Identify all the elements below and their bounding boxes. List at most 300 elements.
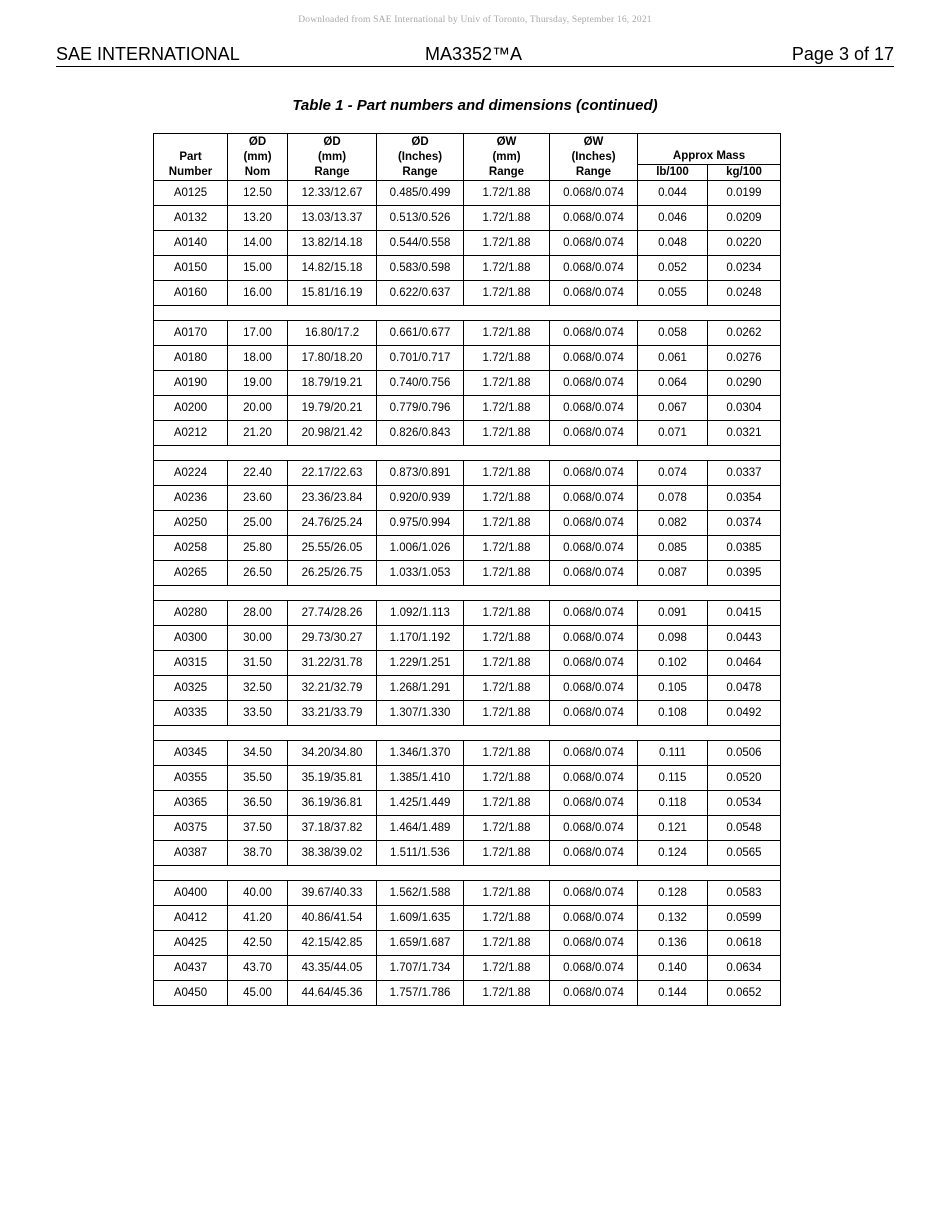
table-row xyxy=(154,601,781,626)
od-inch-range: 1.092/1.113 xyxy=(377,601,464,626)
part-number: A0365 xyxy=(154,791,228,816)
table-row xyxy=(154,421,781,446)
table-row xyxy=(154,766,781,791)
mass-lb-per-100: 0.105 xyxy=(638,676,708,701)
header-w-in-top: ØW (Inches) xyxy=(550,134,638,165)
mass-lb-per-100: 0.052 xyxy=(638,256,708,281)
document-number: MA3352™A xyxy=(425,44,523,64)
w-inch-range: 0.068/0.074 xyxy=(550,346,638,371)
mass-kg-per-100: 0.0304 xyxy=(708,396,781,421)
od-inch-range: 1.006/1.026 xyxy=(377,536,464,561)
w-inch-range: 0.068/0.074 xyxy=(550,421,638,446)
table-row xyxy=(154,346,781,371)
mass-kg-per-100: 0.0583 xyxy=(708,881,781,906)
table-row xyxy=(154,206,781,231)
mass-kg-per-100: 0.0534 xyxy=(708,791,781,816)
mass-lb-per-100: 0.071 xyxy=(638,421,708,446)
table-row xyxy=(154,956,781,981)
mass-kg-per-100: 0.0548 xyxy=(708,816,781,841)
mass-kg-per-100: 0.0395 xyxy=(708,561,781,586)
mass-lb-per-100: 0.048 xyxy=(638,231,708,256)
od-nominal: 17.00 xyxy=(228,321,288,346)
od-inch-range: 1.170/1.192 xyxy=(377,626,464,651)
od-inch-range: 1.464/1.489 xyxy=(377,816,464,841)
od-mm-range: 37.18/37.82 xyxy=(288,816,377,841)
group-separator-cell xyxy=(154,446,781,461)
w-mm-range: 1.72/1.88 xyxy=(464,741,550,766)
part-number: A0258 xyxy=(154,536,228,561)
table-row xyxy=(154,881,781,906)
od-mm-range: 42.15/42.85 xyxy=(288,931,377,956)
mass-kg-per-100: 0.0374 xyxy=(708,511,781,536)
table-row xyxy=(154,486,781,511)
table-caption: Table 1 - Part numbers and dimensions (continued) xyxy=(292,97,658,114)
header-w-in-bottom: Range xyxy=(550,165,638,181)
od-inch-range: 0.920/0.939 xyxy=(377,486,464,511)
part-number: A0170 xyxy=(154,321,228,346)
od-inch-range: 0.701/0.717 xyxy=(377,346,464,371)
od-mm-range: 39.67/40.33 xyxy=(288,881,377,906)
table-row xyxy=(154,536,781,561)
w-inch-range: 0.068/0.074 xyxy=(550,816,638,841)
od-nominal: 35.50 xyxy=(228,766,288,791)
mass-lb-per-100: 0.091 xyxy=(638,601,708,626)
mass-kg-per-100: 0.0634 xyxy=(708,956,781,981)
w-inch-range: 0.068/0.074 xyxy=(550,601,638,626)
group-separator-cell xyxy=(154,726,781,741)
part-number: A0125 xyxy=(154,181,228,206)
od-nominal: 25.00 xyxy=(228,511,288,536)
w-mm-range: 1.72/1.88 xyxy=(464,206,550,231)
od-nominal: 28.00 xyxy=(228,601,288,626)
mass-lb-per-100: 0.121 xyxy=(638,816,708,841)
od-inch-range: 0.485/0.499 xyxy=(377,181,464,206)
part-number: A0200 xyxy=(154,396,228,421)
od-mm-range: 36.19/36.81 xyxy=(288,791,377,816)
mass-lb-per-100: 0.124 xyxy=(638,841,708,866)
table-row xyxy=(154,931,781,956)
w-inch-range: 0.068/0.074 xyxy=(550,536,638,561)
w-mm-range: 1.72/1.88 xyxy=(464,931,550,956)
od-mm-range: 27.74/28.26 xyxy=(288,601,377,626)
part-number: A0387 xyxy=(154,841,228,866)
table-row xyxy=(154,651,781,676)
mass-lb-per-100: 0.067 xyxy=(638,396,708,421)
w-mm-range: 1.72/1.88 xyxy=(464,396,550,421)
od-mm-range: 35.19/35.81 xyxy=(288,766,377,791)
mass-kg-per-100: 0.0321 xyxy=(708,421,781,446)
w-mm-range: 1.72/1.88 xyxy=(464,421,550,446)
part-number: A0224 xyxy=(154,461,228,486)
od-mm-range: 34.20/34.80 xyxy=(288,741,377,766)
header-od-in-top: ØD (Inches) xyxy=(377,134,464,165)
w-mm-range: 1.72/1.88 xyxy=(464,231,550,256)
w-inch-range: 0.068/0.074 xyxy=(550,511,638,536)
mass-lb-per-100: 0.074 xyxy=(638,461,708,486)
w-inch-range: 0.068/0.074 xyxy=(550,281,638,306)
w-inch-range: 0.068/0.074 xyxy=(550,486,638,511)
w-mm-range: 1.72/1.88 xyxy=(464,281,550,306)
part-number: A0190 xyxy=(154,371,228,396)
mass-kg-per-100: 0.0209 xyxy=(708,206,781,231)
part-number: A0437 xyxy=(154,956,228,981)
table-row xyxy=(154,676,781,701)
group-separator-row xyxy=(154,306,781,321)
table-row xyxy=(154,741,781,766)
od-inch-range: 0.826/0.843 xyxy=(377,421,464,446)
mass-kg-per-100: 0.0234 xyxy=(708,256,781,281)
mass-kg-per-100: 0.0290 xyxy=(708,371,781,396)
od-nominal: 43.70 xyxy=(228,956,288,981)
od-mm-range: 20.98/21.42 xyxy=(288,421,377,446)
header-w-mm-top: ØW (mm) xyxy=(464,134,550,165)
mass-kg-per-100: 0.0385 xyxy=(708,536,781,561)
mass-lb-per-100: 0.108 xyxy=(638,701,708,726)
od-inch-range: 0.583/0.598 xyxy=(377,256,464,281)
w-mm-range: 1.72/1.88 xyxy=(464,816,550,841)
header-part-top: Part xyxy=(154,134,228,165)
od-nominal: 22.40 xyxy=(228,461,288,486)
header-od-mm-top: ØD (mm) xyxy=(288,134,377,165)
mass-lb-per-100: 0.098 xyxy=(638,626,708,651)
w-mm-range: 1.72/1.88 xyxy=(464,461,550,486)
od-inch-range: 1.707/1.734 xyxy=(377,956,464,981)
table-row xyxy=(154,981,781,1006)
od-mm-range: 15.81/16.19 xyxy=(288,281,377,306)
w-inch-range: 0.068/0.074 xyxy=(550,841,638,866)
od-nominal: 25.80 xyxy=(228,536,288,561)
part-number: A0132 xyxy=(154,206,228,231)
mass-lb-per-100: 0.046 xyxy=(638,206,708,231)
w-inch-range: 0.068/0.074 xyxy=(550,906,638,931)
part-number: A0180 xyxy=(154,346,228,371)
mass-lb-per-100: 0.128 xyxy=(638,881,708,906)
w-mm-range: 1.72/1.88 xyxy=(464,841,550,866)
w-mm-range: 1.72/1.88 xyxy=(464,626,550,651)
od-mm-range: 38.38/39.02 xyxy=(288,841,377,866)
header-approx-mass: Approx Mass xyxy=(638,134,781,165)
header-mass-kg: kg/100 xyxy=(708,165,781,181)
od-mm-range: 23.36/23.84 xyxy=(288,486,377,511)
mass-lb-per-100: 0.136 xyxy=(638,931,708,956)
w-inch-range: 0.068/0.074 xyxy=(550,396,638,421)
table-row xyxy=(154,841,781,866)
table-row xyxy=(154,511,781,536)
part-number: A0425 xyxy=(154,931,228,956)
mass-kg-per-100: 0.0599 xyxy=(708,906,781,931)
w-mm-range: 1.72/1.88 xyxy=(464,486,550,511)
w-mm-range: 1.72/1.88 xyxy=(464,601,550,626)
group-separator-cell xyxy=(154,306,781,321)
od-nominal: 26.50 xyxy=(228,561,288,586)
group-separator-cell xyxy=(154,866,781,881)
part-dimensions-table xyxy=(153,133,781,1006)
table-row xyxy=(154,461,781,486)
table-row xyxy=(154,626,781,651)
group-separator-row xyxy=(154,586,781,601)
od-nominal: 33.50 xyxy=(228,701,288,726)
part-number: A0400 xyxy=(154,881,228,906)
od-mm-range: 43.35/44.05 xyxy=(288,956,377,981)
header-mass-lb: lb/100 xyxy=(638,165,708,181)
table-row xyxy=(154,906,781,931)
mass-kg-per-100: 0.0443 xyxy=(708,626,781,651)
mass-kg-per-100: 0.0492 xyxy=(708,701,781,726)
od-mm-range: 24.76/25.24 xyxy=(288,511,377,536)
part-number: A0265 xyxy=(154,561,228,586)
w-inch-range: 0.068/0.074 xyxy=(550,881,638,906)
w-inch-range: 0.068/0.074 xyxy=(550,931,638,956)
mass-kg-per-100: 0.0506 xyxy=(708,741,781,766)
mass-lb-per-100: 0.144 xyxy=(638,981,708,1006)
od-nominal: 21.20 xyxy=(228,421,288,446)
od-mm-range: 25.55/26.05 xyxy=(288,536,377,561)
table-row xyxy=(154,256,781,281)
od-nominal: 12.50 xyxy=(228,181,288,206)
mass-kg-per-100: 0.0248 xyxy=(708,281,781,306)
od-inch-range: 1.425/1.449 xyxy=(377,791,464,816)
w-mm-range: 1.72/1.88 xyxy=(464,256,550,281)
header-od-nom-top: ØD (mm) xyxy=(228,134,288,165)
od-nominal: 31.50 xyxy=(228,651,288,676)
w-mm-range: 1.72/1.88 xyxy=(464,536,550,561)
table-row xyxy=(154,561,781,586)
w-inch-range: 0.068/0.074 xyxy=(550,956,638,981)
mass-lb-per-100: 0.064 xyxy=(638,371,708,396)
w-inch-range: 0.068/0.074 xyxy=(550,791,638,816)
od-inch-range: 0.661/0.677 xyxy=(377,321,464,346)
mass-kg-per-100: 0.0520 xyxy=(708,766,781,791)
w-inch-range: 0.068/0.074 xyxy=(550,371,638,396)
page-header xyxy=(56,44,894,67)
od-inch-range: 0.740/0.756 xyxy=(377,371,464,396)
od-mm-range: 31.22/31.78 xyxy=(288,651,377,676)
header-od-in-bottom: Range xyxy=(377,165,464,181)
od-mm-range: 44.64/45.36 xyxy=(288,981,377,1006)
od-nominal: 30.00 xyxy=(228,626,288,651)
od-inch-range: 0.873/0.891 xyxy=(377,461,464,486)
od-mm-range: 22.17/22.63 xyxy=(288,461,377,486)
part-number: A0150 xyxy=(154,256,228,281)
group-separator-row xyxy=(154,866,781,881)
od-mm-range: 12.33/12.67 xyxy=(288,181,377,206)
w-inch-range: 0.068/0.074 xyxy=(550,981,638,1006)
od-nominal: 34.50 xyxy=(228,741,288,766)
mass-kg-per-100: 0.0199 xyxy=(708,181,781,206)
mass-kg-per-100: 0.0354 xyxy=(708,486,781,511)
mass-lb-per-100: 0.055 xyxy=(638,281,708,306)
mass-kg-per-100: 0.0464 xyxy=(708,651,781,676)
w-inch-range: 0.068/0.074 xyxy=(550,626,638,651)
od-inch-range: 1.511/1.536 xyxy=(377,841,464,866)
od-mm-range: 13.03/13.37 xyxy=(288,206,377,231)
mass-kg-per-100: 0.0565 xyxy=(708,841,781,866)
w-mm-range: 1.72/1.88 xyxy=(464,766,550,791)
mass-lb-per-100: 0.140 xyxy=(638,956,708,981)
table-body xyxy=(154,181,781,1006)
download-watermark: Downloaded from SAE International by Univ of Toronto, Thursday, September 16, 2021 xyxy=(298,15,652,25)
od-inch-range: 0.779/0.796 xyxy=(377,396,464,421)
table-row xyxy=(154,321,781,346)
w-inch-range: 0.068/0.074 xyxy=(550,701,638,726)
w-inch-range: 0.068/0.074 xyxy=(550,561,638,586)
od-inch-range: 1.033/1.053 xyxy=(377,561,464,586)
od-inch-range: 1.268/1.291 xyxy=(377,676,464,701)
w-mm-range: 1.72/1.88 xyxy=(464,676,550,701)
w-mm-range: 1.72/1.88 xyxy=(464,561,550,586)
part-number: A0280 xyxy=(154,601,228,626)
w-inch-range: 0.068/0.074 xyxy=(550,676,638,701)
part-number: A0345 xyxy=(154,741,228,766)
mass-kg-per-100: 0.0337 xyxy=(708,461,781,486)
w-inch-range: 0.068/0.074 xyxy=(550,651,638,676)
mass-lb-per-100: 0.111 xyxy=(638,741,708,766)
w-mm-range: 1.72/1.88 xyxy=(464,906,550,931)
w-inch-range: 0.068/0.074 xyxy=(550,256,638,281)
od-nominal: 20.00 xyxy=(228,396,288,421)
w-mm-range: 1.72/1.88 xyxy=(464,321,550,346)
part-number: A0315 xyxy=(154,651,228,676)
od-mm-range: 26.25/26.75 xyxy=(288,561,377,586)
od-inch-range: 0.622/0.637 xyxy=(377,281,464,306)
part-number: A0250 xyxy=(154,511,228,536)
part-number: A0140 xyxy=(154,231,228,256)
header-od-mm-bottom: Range xyxy=(288,165,377,181)
part-number: A0212 xyxy=(154,421,228,446)
w-mm-range: 1.72/1.88 xyxy=(464,791,550,816)
od-inch-range: 0.513/0.526 xyxy=(377,206,464,231)
od-inch-range: 1.346/1.370 xyxy=(377,741,464,766)
w-mm-range: 1.72/1.88 xyxy=(464,346,550,371)
mass-kg-per-100: 0.0618 xyxy=(708,931,781,956)
mass-lb-per-100: 0.061 xyxy=(638,346,708,371)
mass-kg-per-100: 0.0262 xyxy=(708,321,781,346)
w-mm-range: 1.72/1.88 xyxy=(464,956,550,981)
od-mm-range: 14.82/15.18 xyxy=(288,256,377,281)
group-separator-row xyxy=(154,446,781,461)
mass-lb-per-100: 0.044 xyxy=(638,181,708,206)
od-nominal: 42.50 xyxy=(228,931,288,956)
w-inch-range: 0.068/0.074 xyxy=(550,321,638,346)
od-nominal: 32.50 xyxy=(228,676,288,701)
table-row xyxy=(154,396,781,421)
part-number: A0236 xyxy=(154,486,228,511)
group-separator-row xyxy=(154,726,781,741)
header-od-nom-bottom: Nom xyxy=(228,165,288,181)
part-number: A0355 xyxy=(154,766,228,791)
w-mm-range: 1.72/1.88 xyxy=(464,651,550,676)
publisher-name: SAE INTERNATIONAL xyxy=(56,44,240,64)
w-inch-range: 0.068/0.074 xyxy=(550,206,638,231)
mass-lb-per-100: 0.087 xyxy=(638,561,708,586)
table-row xyxy=(154,791,781,816)
w-mm-range: 1.72/1.88 xyxy=(464,701,550,726)
part-number: A0450 xyxy=(154,981,228,1006)
od-nominal: 36.50 xyxy=(228,791,288,816)
od-mm-range: 40.86/41.54 xyxy=(288,906,377,931)
mass-lb-per-100: 0.078 xyxy=(638,486,708,511)
od-nominal: 23.60 xyxy=(228,486,288,511)
part-number: A0325 xyxy=(154,676,228,701)
w-mm-range: 1.72/1.88 xyxy=(464,371,550,396)
mass-lb-per-100: 0.132 xyxy=(638,906,708,931)
header-w-mm-bottom: Range xyxy=(464,165,550,181)
table-row xyxy=(154,231,781,256)
od-mm-range: 19.79/20.21 xyxy=(288,396,377,421)
od-nominal: 13.20 xyxy=(228,206,288,231)
part-number: A0160 xyxy=(154,281,228,306)
od-mm-range: 29.73/30.27 xyxy=(288,626,377,651)
table-row xyxy=(154,816,781,841)
od-inch-range: 0.975/0.994 xyxy=(377,511,464,536)
od-inch-range: 1.307/1.330 xyxy=(377,701,464,726)
mass-lb-per-100: 0.082 xyxy=(638,511,708,536)
od-mm-range: 17.80/18.20 xyxy=(288,346,377,371)
od-nominal: 37.50 xyxy=(228,816,288,841)
od-nominal: 16.00 xyxy=(228,281,288,306)
part-number: A0335 xyxy=(154,701,228,726)
page-number: Page 3 of 17 xyxy=(791,44,894,64)
mass-kg-per-100: 0.0652 xyxy=(708,981,781,1006)
od-inch-range: 1.757/1.786 xyxy=(377,981,464,1006)
od-nominal: 18.00 xyxy=(228,346,288,371)
w-inch-range: 0.068/0.074 xyxy=(550,461,638,486)
od-inch-range: 1.562/1.588 xyxy=(377,881,464,906)
header-part-bottom: Number xyxy=(154,165,228,181)
group-separator-cell xyxy=(154,586,781,601)
w-mm-range: 1.72/1.88 xyxy=(464,881,550,906)
w-inch-range: 0.068/0.074 xyxy=(550,231,638,256)
od-mm-range: 16.80/17.2 xyxy=(288,321,377,346)
w-mm-range: 1.72/1.88 xyxy=(464,511,550,536)
od-nominal: 19.00 xyxy=(228,371,288,396)
w-inch-range: 0.068/0.074 xyxy=(550,741,638,766)
od-inch-range: 1.229/1.251 xyxy=(377,651,464,676)
od-nominal: 15.00 xyxy=(228,256,288,281)
od-mm-range: 18.79/19.21 xyxy=(288,371,377,396)
od-inch-range: 1.609/1.635 xyxy=(377,906,464,931)
table-row xyxy=(154,181,781,206)
od-nominal: 41.20 xyxy=(228,906,288,931)
table-row xyxy=(154,701,781,726)
part-number: A0300 xyxy=(154,626,228,651)
mass-lb-per-100: 0.102 xyxy=(638,651,708,676)
od-nominal: 40.00 xyxy=(228,881,288,906)
od-inch-range: 1.659/1.687 xyxy=(377,931,464,956)
mass-lb-per-100: 0.118 xyxy=(638,791,708,816)
table-row xyxy=(154,281,781,306)
mass-kg-per-100: 0.0415 xyxy=(708,601,781,626)
mass-kg-per-100: 0.0478 xyxy=(708,676,781,701)
part-number: A0412 xyxy=(154,906,228,931)
w-mm-range: 1.72/1.88 xyxy=(464,981,550,1006)
table-row xyxy=(154,371,781,396)
mass-lb-per-100: 0.085 xyxy=(638,536,708,561)
od-mm-range: 33.21/33.79 xyxy=(288,701,377,726)
part-number: A0375 xyxy=(154,816,228,841)
mass-kg-per-100: 0.0220 xyxy=(708,231,781,256)
od-nominal: 45.00 xyxy=(228,981,288,1006)
od-mm-range: 32.21/32.79 xyxy=(288,676,377,701)
w-inch-range: 0.068/0.074 xyxy=(550,181,638,206)
od-mm-range: 13.82/14.18 xyxy=(288,231,377,256)
w-mm-range: 1.72/1.88 xyxy=(464,181,550,206)
mass-lb-per-100: 0.115 xyxy=(638,766,708,791)
od-nominal: 38.70 xyxy=(228,841,288,866)
mass-kg-per-100: 0.0276 xyxy=(708,346,781,371)
od-inch-range: 0.544/0.558 xyxy=(377,231,464,256)
w-inch-range: 0.068/0.074 xyxy=(550,766,638,791)
